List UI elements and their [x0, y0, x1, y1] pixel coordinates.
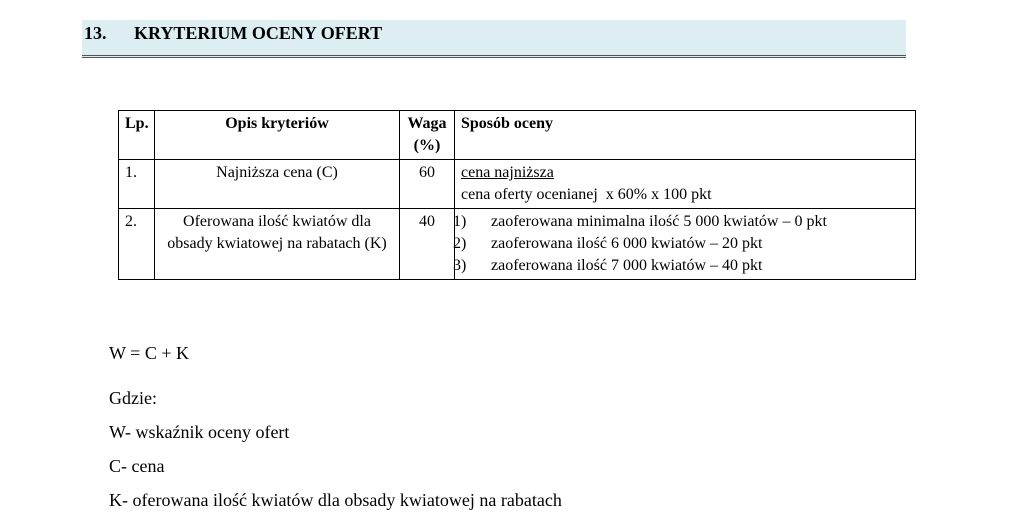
- header-waga: [400, 111, 455, 160]
- legend-k: K- oferowana ilość kwiatów dla obsady kwiatowej na rabatach: [109, 490, 562, 510]
- formula: W = C + K: [109, 343, 189, 363]
- section-header: [82, 20, 906, 58]
- header-sposob: Sposób oceny: [455, 111, 916, 160]
- header-opis: Opis kryteriów: [155, 111, 400, 160]
- table-row: [119, 209, 916, 280]
- row2-waga: 40: [400, 209, 455, 280]
- table-row: [119, 160, 916, 209]
- table-header-row: [119, 111, 916, 160]
- criteria-table: [118, 110, 916, 280]
- row2-opis: Oferowana ilość kwiatów dla obsady kwiatowej na rabatach (K): [155, 209, 400, 280]
- header-waga-line2: (%): [413, 137, 441, 154]
- scoring-item: [453, 255, 909, 277]
- scoring-marker: 2): [453, 235, 467, 252]
- scoring-text: zaoferowana ilość 6 000 kwiatów – 20 pkt: [491, 235, 763, 252]
- scoring-text: zaoferowana ilość 7 000 kwiatów – 40 pkt: [491, 257, 763, 274]
- row2-sposob: [455, 209, 916, 280]
- scoring-marker: 1): [453, 213, 467, 230]
- scoring-marker: 3): [453, 257, 467, 274]
- row1-sposob-title: cena najniższa: [461, 164, 554, 181]
- row1-sposob-formula: cena oferty ocenianej x 60% x 100 pkt: [461, 186, 712, 203]
- legend-intro: Gdzie:: [109, 388, 157, 408]
- section-number: 13.: [84, 23, 107, 43]
- legend-w: W- wskaźnik oceny ofert: [109, 422, 290, 442]
- header-lp: Lp.: [119, 111, 155, 160]
- row1-sposob: [455, 160, 916, 209]
- section-title: KRYTERIUM OCENY OFERT: [134, 23, 383, 43]
- scoring-item: [453, 233, 909, 255]
- scoring-item: [453, 211, 909, 233]
- header-waga-line1: Waga: [407, 115, 447, 132]
- row1-lp: 1.: [119, 160, 155, 209]
- scoring-list: [453, 211, 909, 277]
- row2-lp: 2.: [119, 209, 155, 280]
- row1-waga: 60: [400, 160, 455, 209]
- legend-c: C- cena: [109, 456, 165, 476]
- row1-opis: Najniższa cena (C): [155, 160, 400, 209]
- scoring-text: zaoferowana minimalna ilość 5 000 kwiatów – 0 pkt: [491, 213, 827, 230]
